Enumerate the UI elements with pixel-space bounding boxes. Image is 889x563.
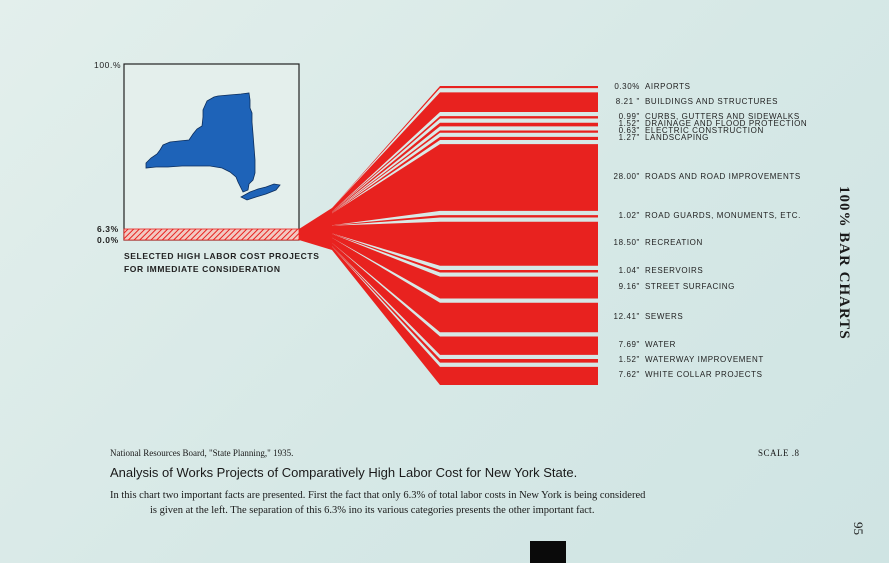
category-name-label: WATER: [645, 340, 676, 350]
highlight-value-label: 6.3%: [97, 224, 119, 234]
highlight-caption-line2: FOR IMMEDIATE CONSIDERATION: [124, 264, 281, 274]
source-note: National Resources Board, "State Planning," 1935.: [110, 448, 294, 458]
side-title-text: 100% BAR CHARTS: [836, 186, 852, 340]
scale-note: SCALE .8: [758, 448, 800, 458]
highlight-caption-line1: SELECTED HIGH LABOR COST PROJECTS: [124, 251, 320, 261]
category-name-label: SEWERS: [645, 311, 684, 321]
description-line-2: is given at the left. The separation of this 6.3% ino its various categories presents the other important fact.: [150, 505, 595, 516]
thumb-index-tab: [530, 541, 566, 563]
side-title: [830, 186, 860, 356]
category-value-label: 9.16": [618, 282, 640, 292]
category-name-label: AIRPORTS: [645, 81, 691, 91]
category-name-label: STREET SURFACING: [645, 282, 735, 292]
description-line-1: In this chart two important facts are presented. First the fact that only 6.3% of total labor costs in New York is being considered: [110, 490, 646, 501]
category-value-label: 18.50": [613, 238, 640, 248]
page-number: [851, 522, 866, 552]
category-name-label: ROAD GUARDS, MONUMENTS, ETC.: [645, 210, 801, 220]
category-value-label: 7.62": [618, 370, 640, 380]
page-number-text: 95: [851, 522, 866, 535]
category-value-label: 1.02": [618, 210, 640, 220]
breakdown-fan: [299, 208, 332, 250]
category-name-label: BUILDINGS AND STRUCTURES: [645, 96, 779, 106]
category-name-label: DRAINAGE AND FLOOD PROTECTION: [645, 119, 808, 129]
total-bar: [124, 64, 299, 240]
category-value-label: 7.69": [618, 340, 640, 350]
chart-description: [110, 488, 810, 518]
category-value-label: 28.00": [613, 172, 640, 181]
category-name-label: WATERWAY IMPROVEMENT: [645, 355, 764, 365]
category-value-label: 8.21 ": [615, 96, 640, 106]
category-name-label: LANDSCAPING: [645, 132, 709, 142]
category-value-label: 12.41": [613, 311, 640, 321]
category-value-label: 1.27": [618, 132, 640, 142]
zero-label: 0.0%: [97, 235, 119, 245]
category-name-label: ROADS AND ROAD IMPROVEMENTS: [645, 172, 801, 181]
category-band: [332, 144, 598, 225]
category-value-label: 1.52": [618, 119, 640, 129]
highlight-segment: [124, 229, 299, 240]
breakdown-bars: [332, 86, 598, 385]
category-name-label: RECREATION: [645, 238, 703, 248]
category-value-label: 1.52": [618, 355, 640, 365]
category-value-label: 1.04": [618, 265, 640, 275]
category-value-label: 0.30%: [614, 81, 640, 91]
category-name-label: CURBS, GUTTERS AND SIDEWALKS: [645, 111, 800, 121]
category-name-label: RESERVOIRS: [645, 265, 704, 275]
category-name-label: ELECTRIC CONSTRUCTION: [645, 126, 764, 136]
fan-origin: [299, 208, 332, 250]
category-name-label: WHITE COLLAR PROJECTS: [645, 370, 763, 380]
category-value-label: 0.63": [618, 126, 640, 136]
chart-heading: Analysis of Works Projects of Comparatively High Labor Cost for New York State.: [110, 465, 578, 480]
category-value-label: 0.99": [618, 111, 640, 121]
total-label: 100.%: [94, 60, 122, 70]
